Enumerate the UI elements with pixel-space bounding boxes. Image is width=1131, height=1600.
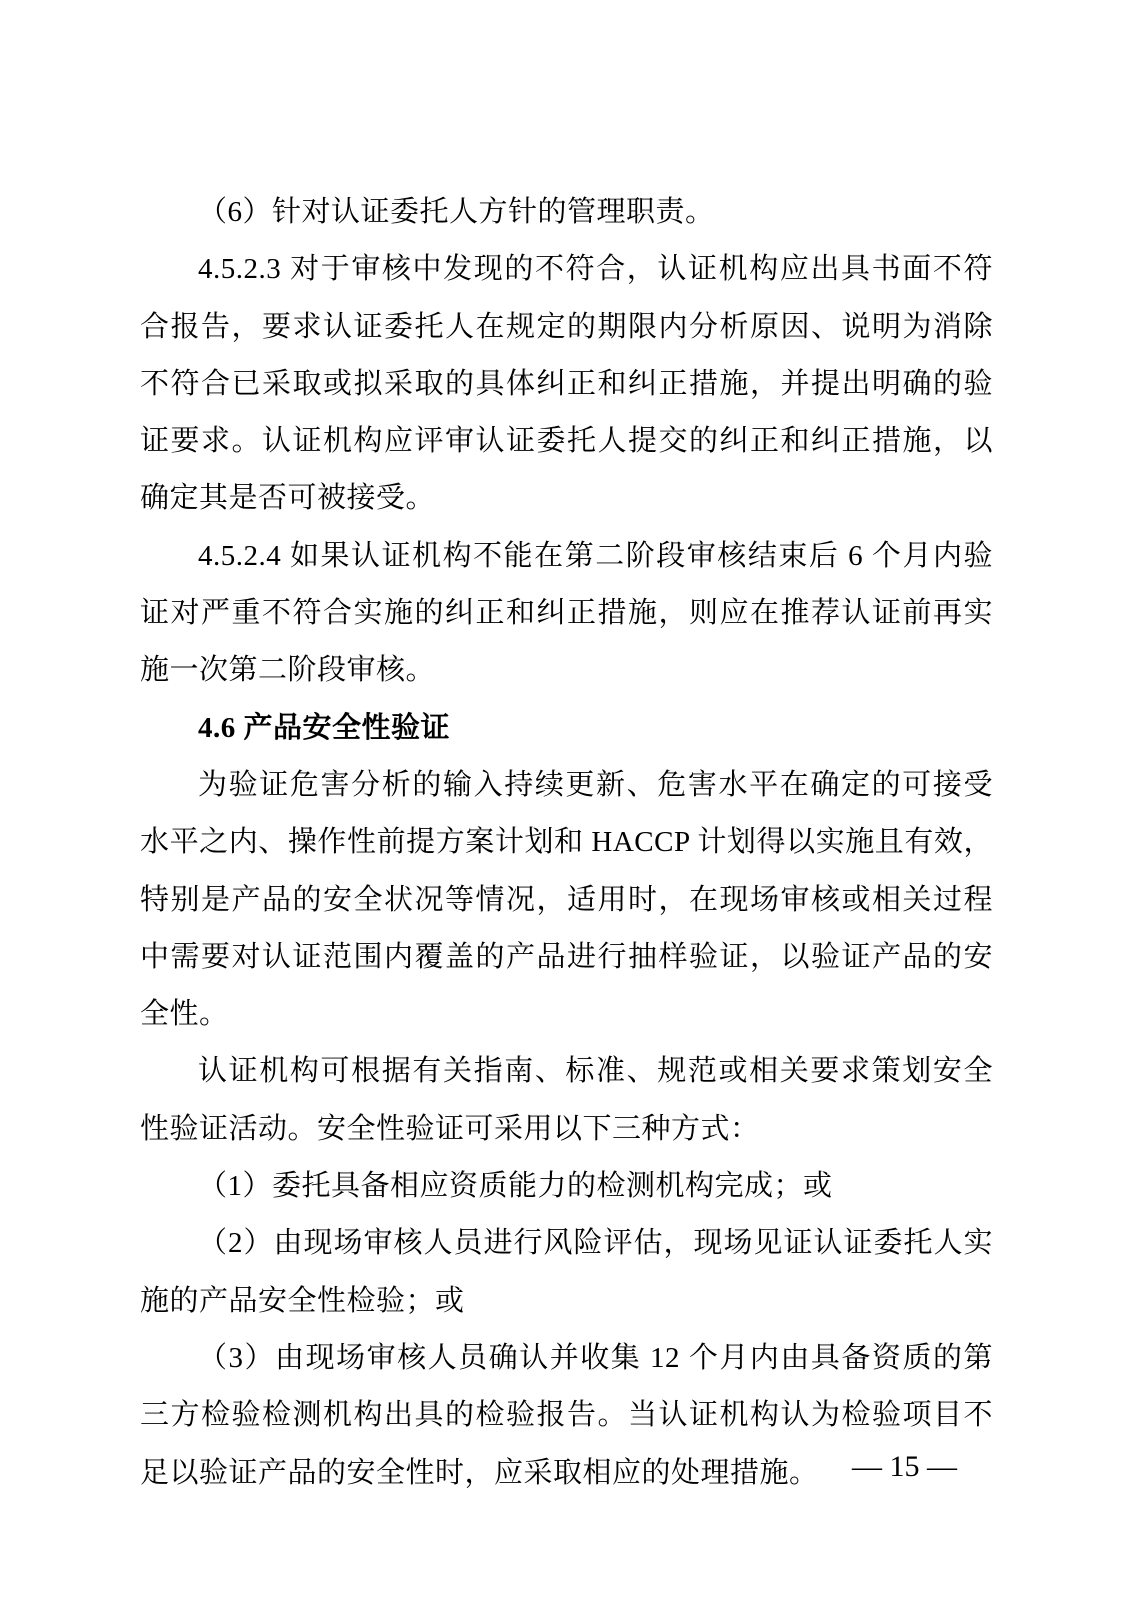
paragraph-safety-verification-purpose: 为验证危害分析的输入持续更新、危害水平在确定的可接受水平之内、操作性前提方案计划和 HACCP 计划得以实施且有效，特别是产品的安全状况等情况，适用时，在现场审核或相关过程中需要对认证范围内覆盖的产品进行抽样验证，以验证产品的安全性。: [140, 768, 993, 1031]
paragraph-verification-methods-intro: 认证机构可根据有关指南、标准、规范或相关要求策划安全性验证活动。安全性验证可采用以下三种方式：: [140, 1055, 993, 1145]
clause-4-5-2-4: 4.5.2.4 如果认证机构不能在第二阶段审核结束后 6 个月内验证对严重不符合实施的纠正和纠正措施，则应在推荐认证前再实施一次第二阶段审核。: [140, 539, 993, 687]
list-item-2: （2）由现场审核人员进行风险评估，现场见证认证委托人实施的产品安全性检验；或: [140, 1227, 993, 1317]
list-item-1: （1）委托具备相应资质能力的检测机构完成；或: [198, 1170, 833, 1203]
list-item-3: （3）由现场审核人员确认并收集 12 个月内由具备资质的第三方检验检测机构出具的检验报告。当认证机构认为检验项目不足以验证产品的安全性时，应采取相应的处理措施。: [140, 1341, 993, 1489]
page-number: — 15 —: [852, 1450, 957, 1483]
clause-4-5-2-3: 4.5.2.3 对于审核中发现的不符合，认证机构应出具书面不符合报告，要求认证委托人在规定的期限内分析原因、说明为消除不符合已采取或拟采取的具体纠正和纠正措施，并提出明确的验证要求。认证机构应评审认证委托人提交的纠正和纠正措施，以确定其是否可被接受。: [140, 253, 993, 515]
section-heading-4-6: 4.6 产品安全性验证: [198, 711, 451, 744]
list-item-6: （6）针对认证委托人方针的管理职责。: [198, 196, 715, 228]
document-body: [140, 184, 993, 1502]
